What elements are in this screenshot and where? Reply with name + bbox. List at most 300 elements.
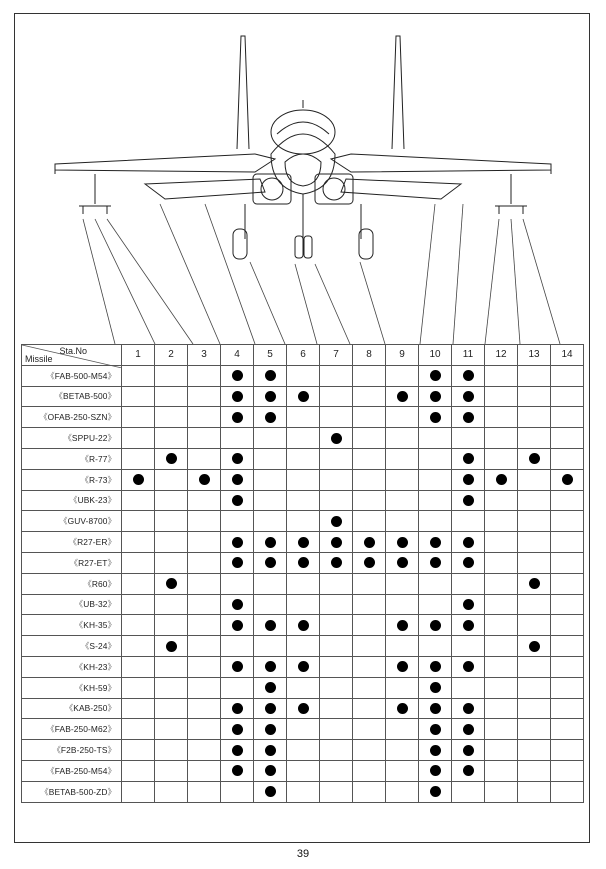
station-cell bbox=[452, 365, 485, 386]
station-cell bbox=[386, 386, 419, 407]
compatible-dot-icon bbox=[232, 391, 243, 402]
table-row bbox=[22, 407, 584, 428]
compatible-dot-icon bbox=[232, 453, 243, 464]
station-cell bbox=[353, 636, 386, 657]
station-cell bbox=[386, 656, 419, 677]
station-cell bbox=[518, 532, 551, 553]
station-cell bbox=[122, 365, 155, 386]
station-cell bbox=[122, 428, 155, 449]
station-cell bbox=[353, 677, 386, 698]
compatible-dot-icon bbox=[298, 620, 309, 631]
table-row bbox=[22, 552, 584, 573]
station-cell bbox=[485, 760, 518, 781]
station-cell bbox=[419, 448, 452, 469]
station-cell bbox=[287, 698, 320, 719]
weapon-name: 《R27-ET》 bbox=[22, 552, 122, 573]
station-header-3: 3 bbox=[188, 345, 221, 366]
station-cell bbox=[122, 781, 155, 802]
station-header-2: 2 bbox=[155, 345, 188, 366]
station-cell bbox=[221, 407, 254, 428]
station-cell bbox=[287, 740, 320, 761]
station-cell bbox=[452, 490, 485, 511]
compatible-dot-icon bbox=[463, 474, 474, 485]
weapon-name: 《R60》 bbox=[22, 573, 122, 594]
weapon-name: 《UBK-23》 bbox=[22, 490, 122, 511]
station-cell bbox=[287, 448, 320, 469]
station-cell bbox=[188, 469, 221, 490]
station-cell bbox=[221, 386, 254, 407]
station-cell bbox=[320, 781, 353, 802]
station-cell bbox=[452, 719, 485, 740]
station-cell bbox=[353, 719, 386, 740]
station-cell bbox=[254, 365, 287, 386]
station-cell bbox=[320, 615, 353, 636]
station-cell bbox=[287, 552, 320, 573]
station-cell bbox=[155, 490, 188, 511]
table-body bbox=[22, 365, 584, 802]
station-cell bbox=[452, 511, 485, 532]
station-cell bbox=[221, 532, 254, 553]
compatible-dot-icon bbox=[331, 516, 342, 527]
compatible-dot-icon bbox=[232, 620, 243, 631]
station-cell bbox=[221, 698, 254, 719]
station-cell bbox=[287, 781, 320, 802]
compatible-dot-icon bbox=[463, 495, 474, 506]
table-row bbox=[22, 469, 584, 490]
station-cell bbox=[155, 677, 188, 698]
station-cell bbox=[254, 407, 287, 428]
station-cell bbox=[452, 760, 485, 781]
compatible-dot-icon bbox=[529, 578, 540, 589]
station-cell bbox=[518, 719, 551, 740]
weapon-name: 《OFAB-250-SZN》 bbox=[22, 407, 122, 428]
weapon-name: 《F2B-250-TS》 bbox=[22, 740, 122, 761]
station-cell bbox=[452, 469, 485, 490]
station-cell bbox=[518, 573, 551, 594]
compatible-dot-icon bbox=[430, 537, 441, 548]
compatible-dot-icon bbox=[265, 537, 276, 548]
station-cell bbox=[254, 532, 287, 553]
station-header-7: 7 bbox=[320, 345, 353, 366]
station-cell bbox=[122, 760, 155, 781]
compatible-dot-icon bbox=[265, 370, 276, 381]
station-cell bbox=[320, 386, 353, 407]
station-cell bbox=[188, 656, 221, 677]
weapon-name: 《UB-32》 bbox=[22, 594, 122, 615]
compatible-dot-icon bbox=[232, 599, 243, 610]
compatible-dot-icon bbox=[430, 724, 441, 735]
station-cell bbox=[551, 490, 584, 511]
station-cell bbox=[353, 552, 386, 573]
station-cell bbox=[353, 428, 386, 449]
station-cell bbox=[188, 490, 221, 511]
station-cell bbox=[287, 719, 320, 740]
header-corner-cell bbox=[22, 345, 122, 366]
station-cell bbox=[551, 656, 584, 677]
weapon-name: 《BETAB-500-ZD》 bbox=[22, 781, 122, 802]
compatible-dot-icon bbox=[397, 620, 408, 631]
compatible-dot-icon bbox=[529, 641, 540, 652]
station-cell bbox=[287, 490, 320, 511]
table-row bbox=[22, 615, 584, 636]
table-row bbox=[22, 781, 584, 802]
missile-label: Missile bbox=[25, 353, 53, 364]
station-header-10: 10 bbox=[419, 345, 452, 366]
station-cell bbox=[452, 656, 485, 677]
station-cell bbox=[551, 552, 584, 573]
station-cell bbox=[452, 428, 485, 449]
station-cell bbox=[353, 469, 386, 490]
table-row bbox=[22, 656, 584, 677]
station-cell bbox=[419, 511, 452, 532]
station-cell bbox=[353, 740, 386, 761]
station-cell bbox=[320, 448, 353, 469]
station-cell bbox=[221, 740, 254, 761]
station-cell bbox=[155, 365, 188, 386]
station-cell bbox=[353, 448, 386, 469]
station-cell bbox=[485, 636, 518, 657]
station-cell bbox=[353, 781, 386, 802]
station-cell bbox=[221, 656, 254, 677]
compatible-dot-icon bbox=[364, 557, 375, 568]
compatible-dot-icon bbox=[232, 474, 243, 485]
station-cell bbox=[254, 552, 287, 573]
station-cell bbox=[188, 532, 221, 553]
station-cell bbox=[188, 760, 221, 781]
station-cell bbox=[254, 781, 287, 802]
station-cell bbox=[419, 532, 452, 553]
station-cell bbox=[485, 698, 518, 719]
station-cell bbox=[452, 573, 485, 594]
station-cell bbox=[386, 490, 419, 511]
station-cell bbox=[122, 490, 155, 511]
station-cell bbox=[386, 698, 419, 719]
compatible-dot-icon bbox=[232, 412, 243, 423]
station-cell bbox=[551, 428, 584, 449]
station-cell bbox=[518, 448, 551, 469]
station-cell bbox=[518, 740, 551, 761]
station-cell bbox=[320, 740, 353, 761]
station-cell bbox=[551, 781, 584, 802]
compatible-dot-icon bbox=[298, 537, 309, 548]
weapon-name: 《KAB-250》 bbox=[22, 698, 122, 719]
station-cell bbox=[155, 552, 188, 573]
station-cell bbox=[188, 698, 221, 719]
station-cell bbox=[320, 552, 353, 573]
compatible-dot-icon bbox=[463, 412, 474, 423]
station-cell bbox=[122, 469, 155, 490]
station-cell bbox=[386, 677, 419, 698]
weapon-name: 《R-73》 bbox=[22, 469, 122, 490]
station-cell bbox=[551, 698, 584, 719]
station-cell bbox=[287, 594, 320, 615]
table-row bbox=[22, 698, 584, 719]
station-cell bbox=[551, 469, 584, 490]
compatible-dot-icon bbox=[331, 537, 342, 548]
compatible-dot-icon bbox=[463, 599, 474, 610]
station-cell bbox=[485, 532, 518, 553]
station-cell bbox=[452, 677, 485, 698]
station-cell bbox=[353, 760, 386, 781]
station-cell bbox=[254, 677, 287, 698]
weapon-name: 《GUV-8700》 bbox=[22, 511, 122, 532]
station-cell bbox=[155, 407, 188, 428]
station-header-4: 4 bbox=[221, 345, 254, 366]
compatible-dot-icon bbox=[430, 745, 441, 756]
compatible-dot-icon bbox=[463, 370, 474, 381]
compatible-dot-icon bbox=[232, 661, 243, 672]
station-cell bbox=[518, 386, 551, 407]
station-cell bbox=[155, 698, 188, 719]
station-cell bbox=[518, 636, 551, 657]
station-cell bbox=[353, 656, 386, 677]
station-cell bbox=[518, 615, 551, 636]
compatible-dot-icon bbox=[397, 661, 408, 672]
compatible-dot-icon bbox=[430, 765, 441, 776]
table-header-row bbox=[22, 345, 584, 366]
weapon-name: 《FAB-500-M54》 bbox=[22, 365, 122, 386]
station-cell bbox=[419, 698, 452, 719]
station-number-label: Sta.No bbox=[59, 346, 87, 356]
compatible-dot-icon bbox=[265, 682, 276, 693]
station-cell bbox=[551, 511, 584, 532]
station-cell bbox=[452, 698, 485, 719]
station-cell bbox=[485, 365, 518, 386]
station-cell bbox=[386, 428, 419, 449]
station-cell bbox=[287, 573, 320, 594]
station-header-14: 14 bbox=[551, 345, 584, 366]
station-cell bbox=[518, 698, 551, 719]
station-cell bbox=[485, 677, 518, 698]
station-cell bbox=[419, 386, 452, 407]
station-cell bbox=[155, 636, 188, 657]
station-cell bbox=[386, 636, 419, 657]
station-cell bbox=[287, 365, 320, 386]
compatible-dot-icon bbox=[496, 474, 507, 485]
station-cell bbox=[386, 469, 419, 490]
weapon-name: 《SPPU-22》 bbox=[22, 428, 122, 449]
compatible-dot-icon bbox=[133, 474, 144, 485]
station-cell bbox=[320, 469, 353, 490]
weapon-name: 《KH-23》 bbox=[22, 656, 122, 677]
station-cell bbox=[485, 428, 518, 449]
compatible-dot-icon bbox=[232, 765, 243, 776]
station-cell bbox=[155, 511, 188, 532]
station-cell bbox=[287, 428, 320, 449]
station-header-12: 12 bbox=[485, 345, 518, 366]
station-cell bbox=[551, 594, 584, 615]
station-cell bbox=[452, 386, 485, 407]
station-cell bbox=[122, 511, 155, 532]
station-header-6: 6 bbox=[287, 345, 320, 366]
station-cell bbox=[485, 448, 518, 469]
station-cell bbox=[485, 594, 518, 615]
weapon-name: 《R-77》 bbox=[22, 448, 122, 469]
station-cell bbox=[419, 636, 452, 657]
station-cell bbox=[188, 448, 221, 469]
station-cell bbox=[518, 511, 551, 532]
station-cell bbox=[353, 511, 386, 532]
compatible-dot-icon bbox=[463, 391, 474, 402]
station-cell bbox=[452, 448, 485, 469]
station-cell bbox=[518, 656, 551, 677]
station-cell bbox=[254, 386, 287, 407]
station-cell bbox=[386, 511, 419, 532]
table-row bbox=[22, 740, 584, 761]
station-cell bbox=[221, 490, 254, 511]
station-cell bbox=[221, 511, 254, 532]
station-cell bbox=[221, 594, 254, 615]
station-cell bbox=[188, 573, 221, 594]
weapon-station-table bbox=[21, 344, 584, 803]
station-cell bbox=[122, 573, 155, 594]
station-cell bbox=[155, 760, 188, 781]
weapon-name: 《FAB-250-M54》 bbox=[22, 760, 122, 781]
compatible-dot-icon bbox=[397, 557, 408, 568]
station-cell bbox=[320, 428, 353, 449]
station-cell bbox=[287, 677, 320, 698]
station-cell bbox=[287, 636, 320, 657]
station-cell bbox=[221, 760, 254, 781]
station-cell bbox=[287, 386, 320, 407]
station-cell bbox=[353, 573, 386, 594]
table-row bbox=[22, 365, 584, 386]
station-cell bbox=[353, 615, 386, 636]
station-cell bbox=[320, 677, 353, 698]
station-cell bbox=[155, 573, 188, 594]
table-row bbox=[22, 760, 584, 781]
station-cell bbox=[254, 594, 287, 615]
station-cell bbox=[155, 615, 188, 636]
compatible-dot-icon bbox=[265, 391, 276, 402]
weapon-name: 《R27-ER》 bbox=[22, 532, 122, 553]
station-cell bbox=[254, 428, 287, 449]
table-row bbox=[22, 428, 584, 449]
station-cell bbox=[254, 490, 287, 511]
compatible-dot-icon bbox=[397, 391, 408, 402]
station-cell bbox=[122, 615, 155, 636]
station-cell bbox=[419, 760, 452, 781]
station-cell bbox=[254, 740, 287, 761]
station-cell bbox=[386, 552, 419, 573]
station-cell bbox=[254, 469, 287, 490]
compatible-dot-icon bbox=[298, 661, 309, 672]
table-row bbox=[22, 719, 584, 740]
station-cell bbox=[518, 677, 551, 698]
compatible-dot-icon bbox=[463, 661, 474, 672]
table-row bbox=[22, 386, 584, 407]
compatible-dot-icon bbox=[430, 412, 441, 423]
station-cell bbox=[221, 365, 254, 386]
station-cell bbox=[155, 656, 188, 677]
station-cell bbox=[551, 573, 584, 594]
station-cell bbox=[122, 719, 155, 740]
station-cell bbox=[155, 781, 188, 802]
station-cell bbox=[188, 781, 221, 802]
station-cell bbox=[518, 407, 551, 428]
station-cell bbox=[188, 428, 221, 449]
station-cell bbox=[188, 594, 221, 615]
station-cell bbox=[551, 677, 584, 698]
compatible-dot-icon bbox=[463, 724, 474, 735]
station-cell bbox=[188, 386, 221, 407]
station-cell bbox=[221, 552, 254, 573]
station-cell bbox=[485, 740, 518, 761]
station-cell bbox=[155, 719, 188, 740]
station-cell bbox=[320, 532, 353, 553]
compatible-dot-icon bbox=[430, 786, 441, 797]
station-cell bbox=[551, 615, 584, 636]
station-cell bbox=[419, 677, 452, 698]
compatible-dot-icon bbox=[430, 682, 441, 693]
compatible-dot-icon bbox=[298, 557, 309, 568]
station-cell bbox=[419, 656, 452, 677]
station-cell bbox=[452, 636, 485, 657]
station-cell bbox=[518, 760, 551, 781]
compatible-dot-icon bbox=[331, 557, 342, 568]
compatible-dot-icon bbox=[397, 703, 408, 714]
station-cell bbox=[320, 656, 353, 677]
station-cell bbox=[254, 511, 287, 532]
station-cell bbox=[419, 365, 452, 386]
weapon-name: 《S-24》 bbox=[22, 636, 122, 657]
compatible-dot-icon bbox=[463, 745, 474, 756]
station-cell bbox=[188, 719, 221, 740]
station-cell bbox=[551, 407, 584, 428]
station-cell bbox=[221, 448, 254, 469]
station-cell bbox=[518, 365, 551, 386]
station-cell bbox=[254, 760, 287, 781]
station-cell bbox=[122, 594, 155, 615]
station-cell bbox=[419, 490, 452, 511]
station-cell bbox=[485, 781, 518, 802]
weapon-name: 《BETAB-500》 bbox=[22, 386, 122, 407]
compatible-dot-icon bbox=[265, 786, 276, 797]
station-cell bbox=[419, 407, 452, 428]
station-cell bbox=[419, 428, 452, 449]
station-cell bbox=[419, 781, 452, 802]
compatible-dot-icon bbox=[265, 557, 276, 568]
station-cell bbox=[188, 615, 221, 636]
station-cell bbox=[386, 719, 419, 740]
station-cell bbox=[320, 719, 353, 740]
station-cell bbox=[353, 490, 386, 511]
station-cell bbox=[287, 656, 320, 677]
station-cell bbox=[485, 386, 518, 407]
station-cell bbox=[287, 615, 320, 636]
station-cell bbox=[419, 615, 452, 636]
compatible-dot-icon bbox=[529, 453, 540, 464]
page-frame bbox=[14, 13, 590, 843]
station-cell bbox=[122, 740, 155, 761]
station-cell bbox=[518, 781, 551, 802]
station-cell bbox=[287, 532, 320, 553]
station-cell bbox=[485, 407, 518, 428]
station-cell bbox=[419, 719, 452, 740]
station-cell bbox=[188, 365, 221, 386]
page-number: 39 bbox=[296, 848, 310, 860]
station-cell bbox=[551, 448, 584, 469]
station-header-1: 1 bbox=[122, 345, 155, 366]
station-cell bbox=[287, 511, 320, 532]
station-cell bbox=[485, 615, 518, 636]
weapon-name: 《FAB-250-M62》 bbox=[22, 719, 122, 740]
station-cell bbox=[188, 511, 221, 532]
station-cell bbox=[386, 740, 419, 761]
station-cell bbox=[551, 365, 584, 386]
station-cell bbox=[452, 740, 485, 761]
station-cell bbox=[254, 636, 287, 657]
